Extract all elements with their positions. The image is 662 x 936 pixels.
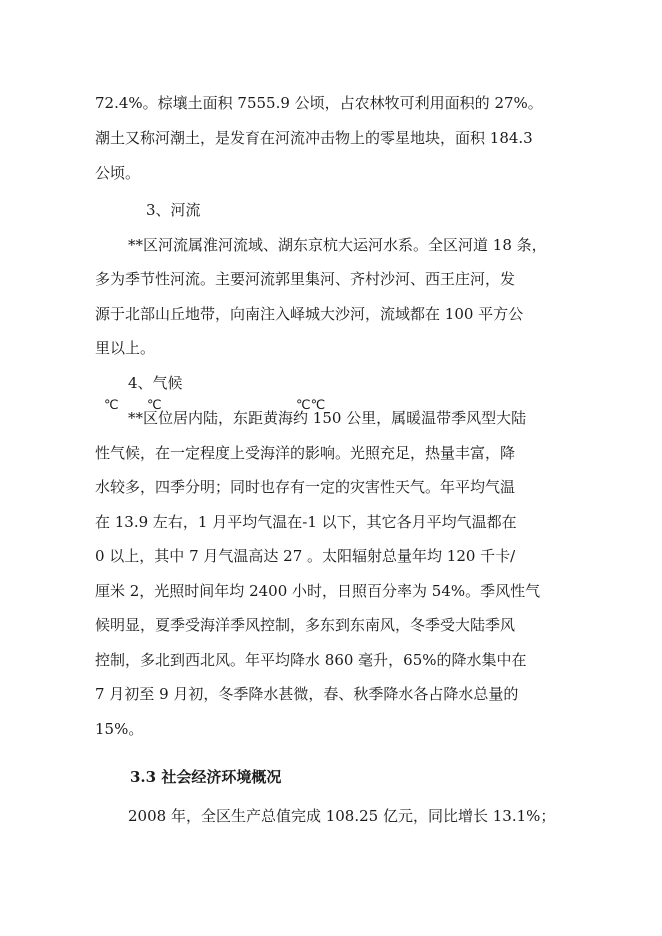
paragraph-line: 公顷。: [95, 164, 141, 182]
paragraph-line: 7 月初至 9 月初，冬季降水甚微，春、秋季降水各占降水总量的: [95, 685, 519, 703]
paragraph-line: 15%。: [95, 720, 144, 738]
paragraph-line: 候明显，夏季受海洋季风控制，多东到东南风，冬季受大陆季风: [95, 616, 516, 634]
paragraph-line: 72.4%。棕壤土面积 7555.9 公顷，占农林牧可利用面积的 27%。: [95, 94, 543, 112]
paragraph-line: 源于北部山丘地带，向南注入峄城大沙河，流域都在 100 平方公: [95, 305, 524, 323]
paragraph-line: 性气候，在一定程度上受海洋的影响。光照充足，热量丰富，降: [95, 444, 516, 462]
paragraph-line: 多为季节性河流。主要河流郭里集河、齐村沙河、西王庄河，发: [95, 270, 516, 288]
paragraph-line: 里以上。: [95, 339, 156, 357]
paragraph-line: 0 以上，其中 7 月气温高达 27 。太阳辐射总量年均 120 千卡/: [95, 547, 516, 565]
paragraph-line: 控制，多北到西北风。年平均降水 860 毫升，65%的降水集中在: [95, 651, 527, 669]
paragraph-line: 厘米 2，光照时间年均 2400 小时，日照百分率为 54%。季风性气: [95, 582, 541, 600]
section-heading-socioeconomic: 3.3 社会经济环境概况: [130, 768, 282, 786]
paragraph-line: **区位居内陆，东距黄海约 150 公里，属暖温带季风型大陆: [128, 409, 527, 427]
paragraph-line: 潮土又称河潮土，是发育在河流冲击物上的零星地块，面积 184.3: [95, 129, 533, 147]
paragraph-line: 在 13.9 左右，1 月平均气温在-1 以下，其它各月平均气温都在: [95, 513, 517, 531]
paragraph-line: 2008 年，全区生产总值完成 108.25 亿元，同比增长 13.1%；: [128, 807, 556, 825]
paragraph-line: **区河流属淮河流域、湖东京杭大运河水系。全区河道 18 条，: [128, 236, 547, 254]
section-heading-climate: 4、气候: [128, 374, 183, 392]
paragraph-line: 水较多，四季分明；同时也存有一定的灾害性天气。年平均气温: [95, 478, 516, 496]
stray-celsius-symbol: ℃: [147, 398, 162, 413]
stray-celsius-symbol: ℃℃: [296, 398, 326, 413]
section-heading-rivers: 3、河流: [146, 201, 201, 219]
stray-celsius-symbol: ℃: [104, 398, 119, 413]
